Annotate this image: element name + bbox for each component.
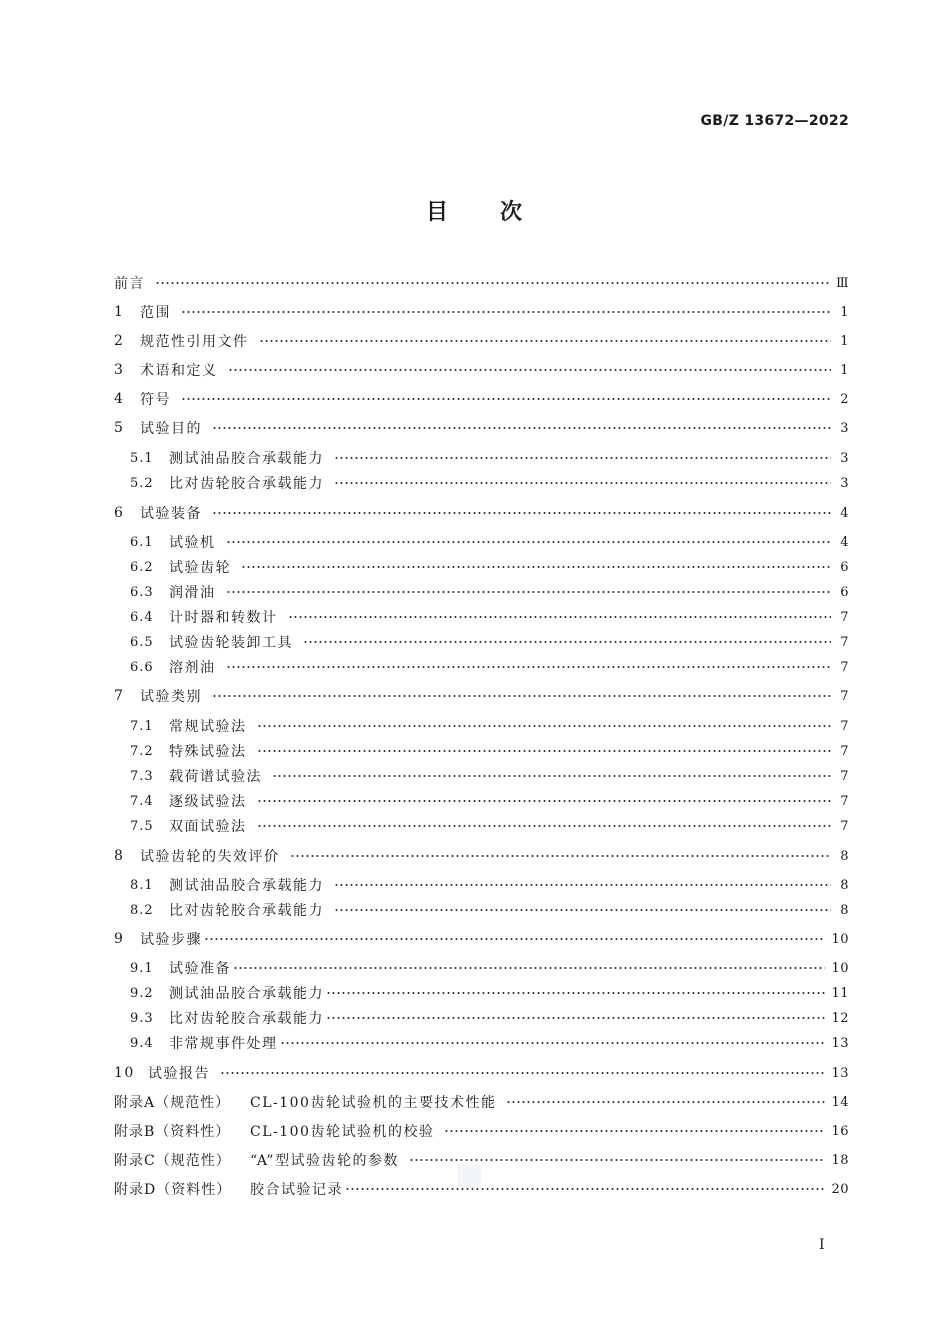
toc-entry-page: 3 (840, 475, 849, 491)
toc-entry-label: 试验齿轮的失效评价 (140, 849, 280, 865)
toc-entry-page: 16 (831, 1123, 849, 1139)
toc-entry-page: 7 (840, 818, 849, 834)
toc-entry-label: 术语和定义 (140, 363, 218, 379)
toc-entry[interactable] (114, 530, 849, 554)
toc-entry[interactable] (114, 789, 849, 813)
toc-entry[interactable] (114, 684, 849, 708)
toc-entry-label: 试验目的 (140, 421, 202, 437)
toc-entry[interactable] (114, 471, 849, 495)
dot-leader (181, 393, 831, 405)
dot-leader (257, 745, 832, 757)
toc-entry-page: 8 (840, 877, 849, 893)
page-title (0, 195, 950, 226)
toc-entry-label: 符号 (140, 392, 171, 408)
toc-entry[interactable] (114, 981, 849, 1005)
toc-entry-label: 常规试验法 (169, 719, 247, 735)
toc-entry-label: 范围 (140, 305, 171, 321)
dot-leader (259, 335, 832, 347)
toc-entry-number: 9.1 (130, 960, 154, 976)
toc-entry-label: 溶剂油 (169, 660, 216, 676)
toc-entry-label: 试验类别 (140, 689, 202, 705)
toc-entry-number: 7.2 (130, 743, 154, 759)
toc-entry[interactable] (114, 714, 849, 738)
toc-entry-number: 6.1 (130, 534, 154, 550)
dot-leader (257, 720, 832, 732)
toc-entry-label: 比对齿轮胶合承载能力 (169, 476, 324, 492)
dot-leader (228, 364, 832, 376)
toc-entry-page: 7 (840, 718, 849, 734)
toc-entry-number: 3 (114, 362, 125, 378)
toc-entry-number: 5 (114, 420, 125, 436)
toc-entry-number: 附录D（资料性） (114, 1182, 232, 1198)
toc-entry-page: 4 (840, 534, 849, 550)
toc-entry-number: 7.3 (130, 768, 154, 784)
toc-entry[interactable] (114, 271, 849, 295)
toc-entry-label: 测试油品胶合承载能力 (169, 878, 324, 894)
dot-leader (334, 879, 831, 891)
toc-entry-number: 5.2 (130, 475, 154, 491)
toc-entry[interactable] (114, 446, 849, 470)
toc-entry-label: 试验装备 (140, 506, 202, 522)
toc-entry-page: 7 (840, 659, 849, 675)
toc-entry-number: 9 (114, 931, 125, 947)
watermark-logo (457, 1164, 481, 1188)
toc-entry-label: “A”型试验齿轮的参数 (250, 1153, 400, 1169)
toc-entry[interactable] (114, 630, 849, 654)
dot-leader (155, 277, 830, 289)
toc-entry-page: 3 (840, 420, 849, 436)
toc-entry-number: 6.2 (130, 559, 154, 575)
dot-leader (241, 561, 831, 573)
toc-entry-label: 润滑油 (169, 585, 216, 601)
toc-entry[interactable] (114, 927, 849, 951)
toc-entry[interactable] (114, 764, 849, 788)
toc-entry-page: 6 (840, 584, 849, 600)
dot-leader (212, 690, 831, 702)
dot-leader (226, 586, 832, 598)
dot-leader (345, 1183, 825, 1195)
dot-leader (334, 452, 831, 464)
toc-entry-page: 7 (840, 688, 849, 704)
toc-entry-label: 特殊试验法 (169, 744, 247, 760)
toc-entry-page: 14 (831, 1094, 849, 1110)
toc-entry[interactable] (114, 739, 849, 763)
toc-entry-label: CL-100齿轮试验机的校验 (250, 1124, 435, 1140)
dot-leader (334, 477, 831, 489)
toc-entry[interactable] (114, 1148, 849, 1172)
toc-entry[interactable] (114, 300, 849, 324)
dot-leader (226, 661, 832, 673)
toc-entry-number: 7.4 (130, 793, 154, 809)
dot-leader (233, 962, 825, 974)
toc-entry-page: 13 (831, 1035, 849, 1051)
title-char-1: 目 (425, 200, 450, 225)
toc-entry-label: 试验准备 (169, 961, 231, 977)
toc-entry-label: 非常规事件处理 (169, 1036, 278, 1052)
toc-entry-page: 4 (840, 505, 849, 521)
dot-leader (272, 770, 831, 782)
toc-entry[interactable] (114, 1177, 849, 1201)
dot-leader (280, 1037, 826, 1049)
dot-leader (288, 611, 832, 623)
toc-entry-label: 双面试验法 (169, 819, 247, 835)
toc-entry-page: 7 (840, 634, 849, 650)
toc-entry-number: 6.4 (130, 609, 154, 625)
dot-leader (212, 422, 831, 434)
dot-leader (257, 820, 832, 832)
dot-leader (257, 795, 832, 807)
toc-entry-label: 测试油品胶合承载能力 (169, 986, 324, 1002)
toc-entry-number: 6 (114, 505, 125, 521)
toc-entry-page: 1 (840, 333, 849, 349)
toc-entry-number: 8.2 (130, 902, 154, 918)
toc-entry-number: 10 (114, 1065, 135, 1081)
dot-leader (326, 987, 825, 999)
toc-entry-page: 6 (840, 559, 849, 575)
page-number: Ⅰ (819, 1237, 825, 1253)
dot-leader (303, 636, 831, 648)
dot-leader (226, 536, 832, 548)
dot-leader (220, 1067, 825, 1079)
toc-entry-page: 11 (831, 985, 849, 1001)
toc-entry-label: 试验步骤 (140, 932, 202, 948)
toc-entry-page: 2 (840, 391, 849, 407)
toc-entry-label: 载荷谱试验法 (169, 769, 262, 785)
toc-entry-page: 20 (831, 1181, 849, 1197)
toc-entry-label: 比对齿轮胶合承载能力 (169, 903, 324, 919)
title-char-2: 次 (500, 200, 525, 225)
toc-entry-number: 9.2 (130, 985, 154, 1001)
toc-entry-number: 6.5 (130, 634, 154, 650)
toc-entry-number: 附录A（规范性） (114, 1095, 231, 1111)
toc-entry[interactable] (114, 580, 849, 604)
dot-leader (506, 1096, 825, 1108)
toc-entry[interactable] (114, 501, 849, 525)
toc-entry[interactable] (114, 605, 849, 629)
toc-entry[interactable] (114, 416, 849, 440)
toc-entry[interactable] (114, 329, 849, 353)
toc-entry-page: 7 (840, 793, 849, 809)
toc-entry[interactable] (114, 1061, 849, 1085)
toc-entry[interactable] (114, 1031, 849, 1055)
toc-entry-number: 5.1 (130, 450, 154, 466)
toc-entry-page: 18 (831, 1152, 849, 1168)
toc-entry-number: 6.6 (130, 659, 154, 675)
toc-entry-number: 7.5 (130, 818, 154, 834)
toc-entry-number: 2 (114, 333, 125, 349)
toc-entry-number: 9.4 (130, 1035, 154, 1051)
toc-entry-page: 1 (840, 304, 849, 320)
toc-entry[interactable] (114, 814, 849, 838)
toc-entry-page: 1 (840, 362, 849, 378)
toc-entry-number: 1 (114, 304, 125, 320)
toc-entry-number: 7 (114, 688, 125, 704)
toc-entry-label: 测试油品胶合承载能力 (169, 451, 324, 467)
toc-entry-label: 胶合试验记录 (250, 1182, 343, 1198)
dot-leader (204, 933, 825, 945)
toc-entry-page: 10 (831, 931, 849, 947)
toc-entry[interactable] (114, 898, 849, 922)
dot-leader (326, 1012, 825, 1024)
toc-entry-number: 9.3 (130, 1010, 154, 1026)
toc-entry[interactable] (114, 956, 849, 980)
toc-entry-label: 逐级试验法 (169, 794, 247, 810)
dot-leader (334, 904, 831, 916)
toc-entry-label: 试验报告 (148, 1066, 210, 1082)
dot-leader (181, 306, 831, 318)
standard-code: GB/Z 13672—2022 (700, 113, 849, 129)
toc-entry[interactable] (114, 1006, 849, 1030)
dot-leader (444, 1125, 825, 1137)
toc-entry[interactable] (114, 555, 849, 579)
toc-entry-page: 13 (831, 1065, 849, 1081)
toc-entry[interactable] (114, 873, 849, 897)
toc-entry-page: 8 (840, 848, 849, 864)
toc-entry[interactable] (114, 655, 849, 679)
toc-entry[interactable] (114, 358, 849, 382)
toc-entry-page: 10 (831, 960, 849, 976)
toc-entry-label: 计时器和转数计 (169, 610, 278, 626)
dot-leader (212, 507, 831, 519)
toc-entry[interactable] (114, 844, 849, 868)
toc-entry-label: CL-100齿轮试验机的主要技术性能 (250, 1095, 497, 1111)
toc-entry-label: 试验齿轮 (169, 560, 231, 576)
toc-entry-page: 7 (840, 768, 849, 784)
toc-entry-page: 7 (840, 609, 849, 625)
toc-entry-number: 附录B（资料性） (114, 1124, 231, 1140)
toc-entry-number: 8.1 (130, 877, 154, 893)
toc-entry-number: 8 (114, 848, 125, 864)
toc-entry[interactable] (114, 1119, 849, 1143)
dot-leader (290, 850, 832, 862)
toc-entry-page: Ⅲ (835, 275, 849, 291)
toc-entry-number: 附录C（规范性） (114, 1153, 231, 1169)
toc-entry-page: 3 (840, 450, 849, 466)
toc-entry-label: 比对齿轮胶合承载能力 (169, 1011, 324, 1027)
toc-entry-label: 规范性引用文件 (140, 334, 249, 350)
toc-entry[interactable] (114, 1090, 849, 1114)
toc-entry-number: 4 (114, 391, 125, 407)
toc-entry-label: 试验机 (169, 535, 216, 551)
toc-entry-label: 前言 (114, 276, 145, 292)
toc-entry-page: 12 (831, 1010, 849, 1026)
toc-entry-number: 7.1 (130, 718, 154, 734)
toc-entry-page: 7 (840, 743, 849, 759)
toc-entry-number: 6.3 (130, 584, 154, 600)
toc-entry-page: 8 (840, 902, 849, 918)
toc-entry-label: 试验齿轮装卸工具 (169, 635, 293, 651)
toc-entry[interactable] (114, 387, 849, 411)
